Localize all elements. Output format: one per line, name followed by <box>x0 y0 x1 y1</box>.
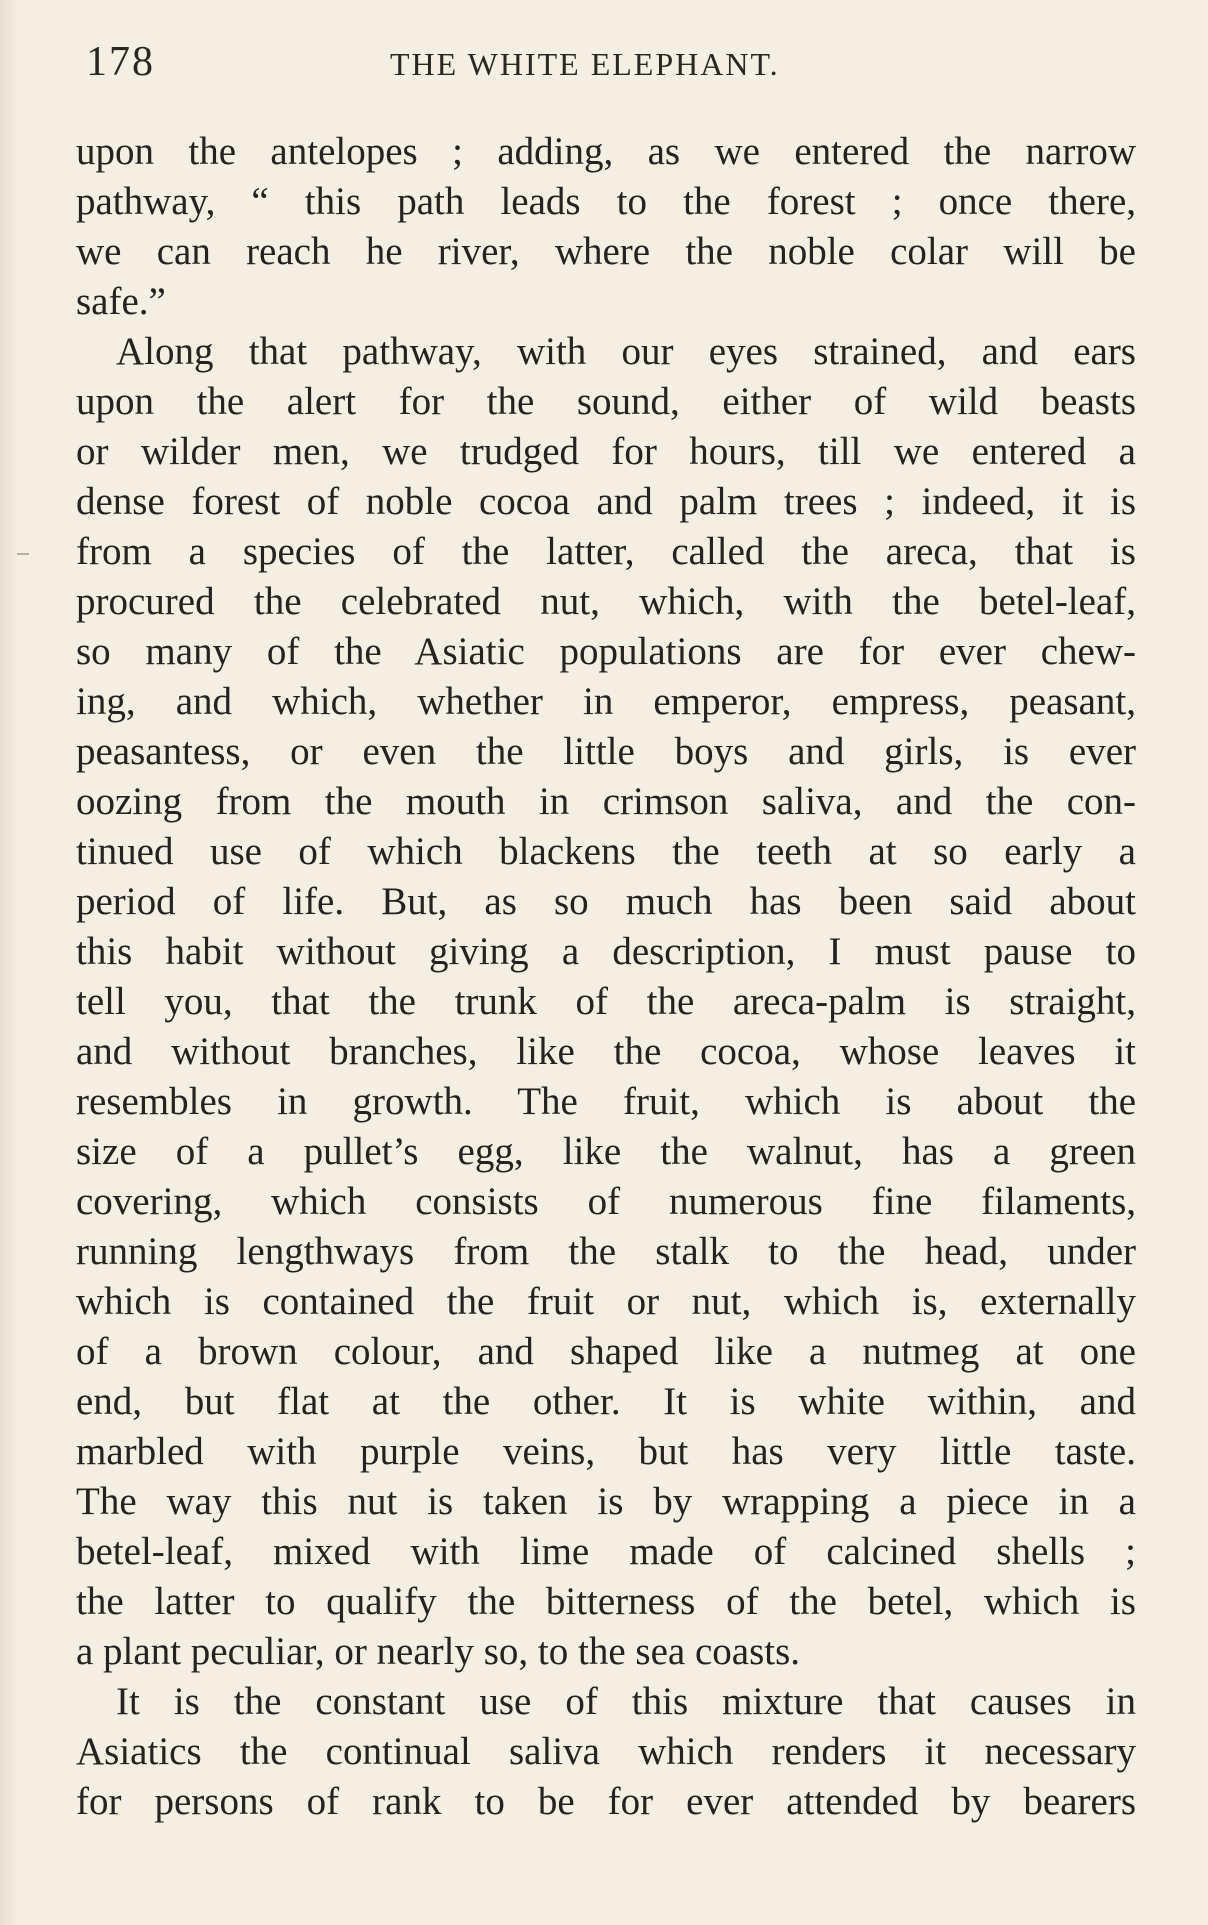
text-line: the latter to qualify the bitterness of the betel, which is <box>76 1580 1136 1623</box>
text-line: so many of the Asiatic populations are for ever chew- <box>76 630 1136 673</box>
text-line: procured the celebrated nut, which, with the betel-leaf, <box>76 580 1136 623</box>
running-title: THE WHITE ELEPHANT. <box>390 46 780 82</box>
text-line: we can reach he river, where the noble colar will be <box>76 230 1136 273</box>
text-line: marbled with purple veins, but has very little taste. <box>76 1430 1136 1473</box>
text-line: tinued use of which blackens the teeth at so early a <box>76 830 1136 873</box>
text-line: resembles in growth. The fruit, which is about the <box>76 1080 1136 1123</box>
text-line: dense forest of noble cocoa and palm trees ; indeed, it is <box>76 480 1136 523</box>
text-line: It is the constant use of this mixture that causes in <box>116 1680 1136 1723</box>
text-line: running lengthways from the stalk to the head, under <box>76 1230 1136 1273</box>
text-line: which is contained the fruit or nut, which is, externally <box>76 1280 1136 1323</box>
text-line: from a species of the latter, called the areca, that is <box>76 530 1136 573</box>
text-line: covering, which consists of numerous fine filaments, <box>76 1180 1136 1223</box>
text-line: for persons of rank to be for ever attended by bearers <box>76 1780 1136 1823</box>
text-line: pathway, “ this path leads to the forest ; once there, <box>76 180 1136 223</box>
text-line: tell you, that the trunk of the areca-palm is straight, <box>76 980 1136 1023</box>
text-line: of a brown colour, and shaped like a nutmeg at one <box>76 1330 1136 1373</box>
spine-shadow <box>0 0 18 1925</box>
margin-mark <box>17 553 29 555</box>
text-line: The way this nut is taken is by wrapping a piece in a <box>76 1480 1136 1523</box>
text-line: a plant peculiar, or nearly so, to the sea coasts. <box>76 1630 801 1673</box>
text-line: and without branches, like the cocoa, whose leaves it <box>76 1030 1136 1073</box>
page-number: 178 <box>86 39 155 85</box>
text-line: oozing from the mouth in crimson saliva, and the con- <box>76 780 1136 823</box>
text-line: Along that pathway, with our eyes strained, and ears <box>116 330 1136 373</box>
text-line: betel-leaf, mixed with lime made of calcined shells ; <box>76 1530 1136 1573</box>
text-line: Asiatics the continual saliva which renders it necessary <box>76 1730 1136 1773</box>
text-line: or wilder men, we trudged for hours, till we entered a <box>76 430 1136 473</box>
text-line: upon the alert for the sound, either of wild beasts <box>76 380 1136 423</box>
text-line: size of a pullet’s egg, like the walnut, has a green <box>76 1130 1136 1173</box>
text-line: end, but flat at the other. It is white within, and <box>76 1380 1136 1423</box>
text-line: ing, and which, whether in emperor, empress, peasant, <box>76 680 1136 723</box>
text-line: period of life. But, as so much has been said about <box>76 880 1136 923</box>
running-head <box>86 36 1126 96</box>
body-text <box>76 127 1136 1827</box>
text-line: peasantess, or even the little boys and girls, is ever <box>76 730 1136 773</box>
text-line: upon the antelopes ; adding, as we entered the narrow <box>76 130 1136 173</box>
text-line: this habit without giving a description, I must pause to <box>76 930 1136 973</box>
text-line: safe.” <box>76 280 166 323</box>
